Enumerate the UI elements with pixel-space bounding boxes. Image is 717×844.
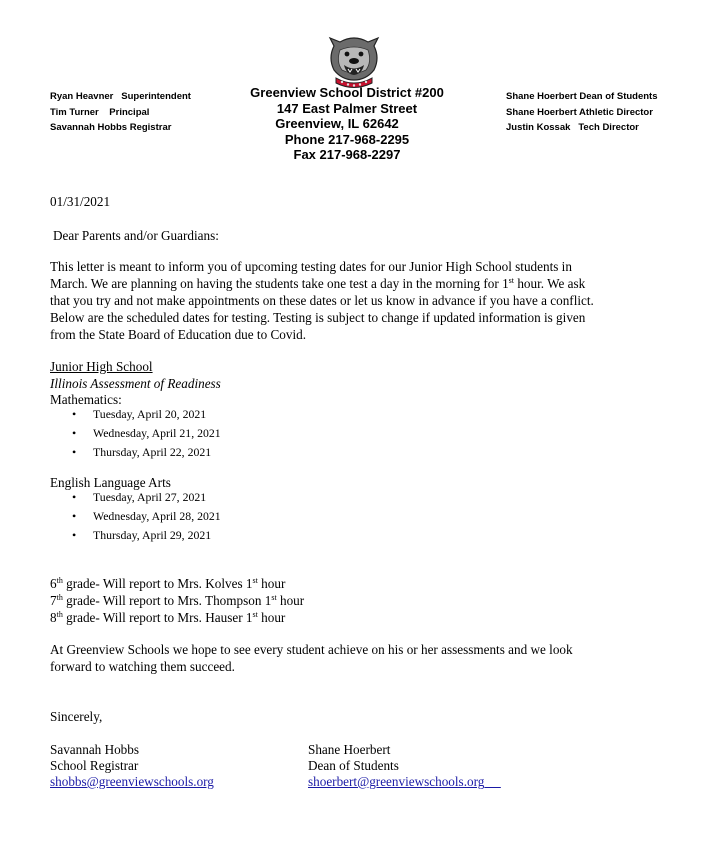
paragraph-line: This letter is meant to inform you of upcoming testing dates for our Junior High School students in [50,259,572,274]
assessment-name: Illinois Assessment of Readiness [50,376,221,391]
staff-line: Savannah Hobbs Registrar [50,122,172,133]
grade-tail: hour [257,610,286,625]
grade-num: 8 [50,610,57,625]
list-item: • Tuesday, April 20, 2021 [50,405,221,424]
paragraph-text: hour. We ask [514,276,586,291]
paragraph-line: At Greenview Schools we hope to see every student achieve on his or her assessments and we look [50,642,573,657]
district-name: Greenview School District #200 [250,85,444,100]
district-header [200,85,494,163]
superscript: st [271,593,277,602]
signer-name: Savannah Hobbs [50,742,140,757]
paragraph-line [50,275,650,292]
staff-line: Shane Hoerbert Athletic Director [506,106,653,118]
list-item: • Thursday, April 29, 2021 [50,526,221,545]
paragraph-line: that you try and not make appointments on these dates or let us know in advance if you have a conflict. [50,293,594,308]
ela-dates-list [50,488,221,545]
staff-line: Justin Kossak Tech Director [506,122,639,133]
signer-title: Dean of Students [308,758,399,773]
district-street: 147 East Palmer Street [276,100,418,116]
math-dates-list [50,405,221,462]
letter-date: 01/31/2021 [50,194,111,209]
superscript: th [56,593,63,602]
grade-num: 7 [50,593,57,608]
underline-trail [484,774,500,789]
district-fax: Fax 217-968-2297 [293,147,401,162]
superscript: st [252,610,258,619]
district-phone: Phone 217-968-2295 [284,131,410,147]
email-link[interactable]: shobbs@greenviewschools.org [50,774,214,789]
signer-email[interactable] [308,773,501,790]
superscript: th [56,610,63,619]
letterhead-left-staff [50,89,191,136]
grade-tail: hour [257,576,286,591]
grade-tail: hour [276,593,305,608]
signer-name: Shane Hoerbert [308,742,391,757]
letterhead-right-staff [506,89,658,136]
signer-email[interactable] [50,773,214,790]
staff-line: Shane Hoerbert Dean of Students [506,91,658,102]
bulldog-logo-icon [326,32,382,90]
list-item: • Wednesday, April 28, 2021 [50,507,221,526]
list-item: • Tuesday, April 27, 2021 [50,488,221,507]
grade-line [50,609,285,626]
intro-paragraph [50,258,650,343]
paragraph-line: Below are the scheduled dates for testing. Testing is subject to change if updated information is given [50,310,586,325]
paragraph-line: from the State Board of Education due to Covid. [50,327,307,342]
superscript: st [508,276,515,285]
grade-line [50,575,285,592]
section-title: Junior High School [50,359,153,374]
ela-label: English Language Arts [50,475,171,490]
list-item: • Wednesday, April 21, 2021 [50,424,221,443]
district-city: Greenview, IL 62642 [275,116,399,131]
superscript: st [252,576,258,585]
grade-text: grade- Will report to Mrs. Hauser 1 [62,610,253,625]
signoff: Sincerely, [50,709,103,724]
closing-paragraph [50,641,650,675]
list-item: • Thursday, April 22, 2021 [50,443,221,462]
staff-line: Tim Turner Principal [50,106,150,118]
grade-num: 6 [50,576,57,591]
math-label: Mathematics: [50,392,122,407]
paragraph-text: March. We are planning on having the students take one test a day in the morning for 1 [50,276,509,291]
signer-title: School Registrar [50,758,139,773]
superscript: th [56,576,63,585]
staff-line: Ryan Heavner Superintendent [50,91,191,102]
grade-text: grade- Will report to Mrs. Kolves 1 [62,576,253,591]
email-link[interactable]: shoerbert@greenviewschools.org [308,774,485,789]
grade-text: grade- Will report to Mrs. Thompson 1 [62,593,272,608]
grade-line [50,592,304,609]
paragraph-line: forward to watching them succeed. [50,659,235,674]
greeting: Dear Parents and/or Guardians: [53,228,219,243]
